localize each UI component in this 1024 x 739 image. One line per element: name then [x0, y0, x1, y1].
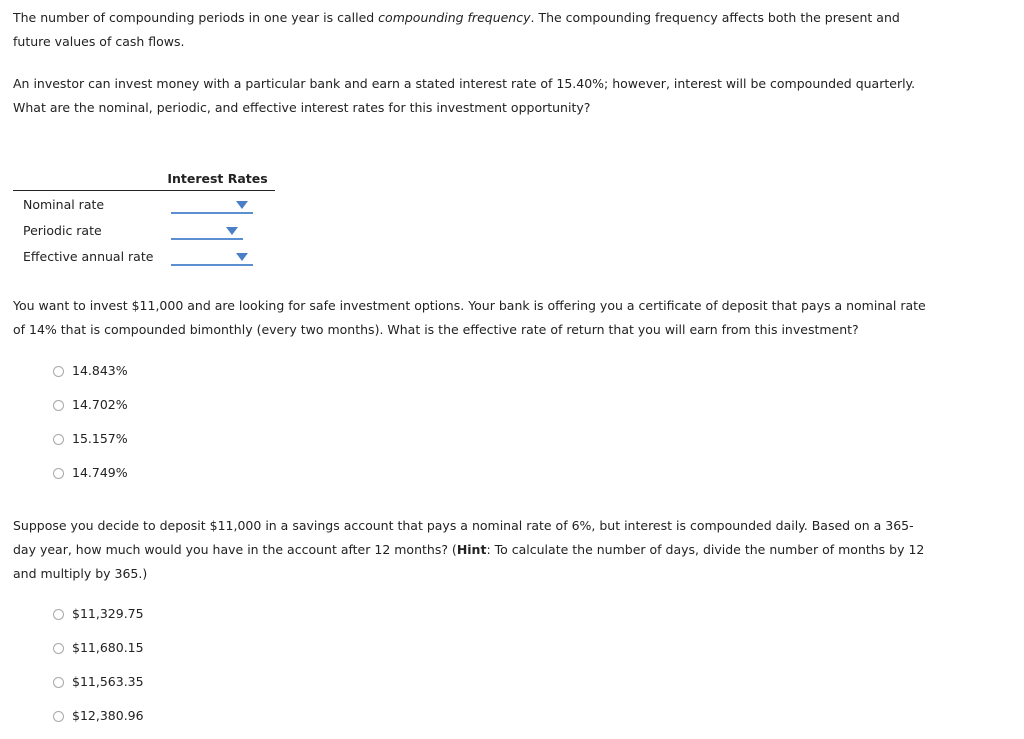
option-label: 14.749% [72, 465, 128, 480]
option-label: $11,329.75 [72, 606, 144, 621]
question2-text: You want to invest $11,000 and are looking for safe investment options. Your bank is offering you a certificate of deposit that pays a nominal rate of 14% that is compounded bimonthly (every two months). What is the effective rate of return that you will earn from this investment? [13, 298, 926, 337]
effective-annual-rate-dropdown[interactable] [171, 250, 253, 266]
radio-button[interactable] [53, 366, 64, 377]
radio-button[interactable] [53, 643, 64, 654]
periodic-rate-label: Periodic rate [23, 223, 102, 238]
radio-button[interactable] [53, 400, 64, 411]
question3-option-4[interactable] [53, 708, 144, 724]
intro-text: The number of compounding periods in one year is called [13, 10, 379, 25]
radio-button[interactable] [53, 677, 64, 688]
question3-text-end: : To calculate the number of days, divide the number of months by 12 and multiply by 365.) [13, 542, 925, 581]
nominal-rate-dropdown[interactable] [171, 198, 253, 214]
option-label: 15.157% [72, 431, 128, 446]
periodic-rate-dropdown[interactable] [171, 224, 243, 240]
chevron-down-icon [236, 253, 248, 261]
option-label: 14.843% [72, 363, 128, 378]
chevron-down-icon [226, 227, 238, 235]
interest-rates-header: Interest Rates [167, 171, 268, 186]
radio-button[interactable] [53, 609, 64, 620]
option-label: $12,380.96 [72, 708, 144, 723]
question3-text [13, 514, 933, 586]
question2-option-1[interactable] [53, 363, 128, 379]
radio-button[interactable] [53, 468, 64, 479]
chevron-down-icon [236, 201, 248, 209]
effective-annual-rate-label: Effective annual rate [23, 249, 154, 264]
question2-option-3[interactable] [53, 431, 128, 447]
table-divider [13, 190, 275, 191]
question2-option-2[interactable] [53, 397, 128, 413]
option-label: $11,680.15 [72, 640, 144, 655]
question3-text-start: Suppose you decide to deposit $11,000 in a savings account that pays a nominal rate of 6%, but interest is compounded daily. Based on a 365-day year, how much would you have in the account after 12 months? ( [13, 518, 914, 557]
intro-paragraph [13, 6, 933, 54]
option-label: 14.702% [72, 397, 128, 412]
radio-button[interactable] [53, 711, 64, 722]
question3-option-3[interactable] [53, 674, 144, 690]
option-label: $11,563.35 [72, 674, 144, 689]
radio-button[interactable] [53, 434, 64, 445]
question3-option-1[interactable] [53, 606, 144, 622]
question2-option-4[interactable] [53, 465, 128, 481]
intro-term: compounding frequency [378, 10, 531, 25]
intro-text-end: . The compounding frequency affects both the present and future values of cash flows. [13, 10, 900, 49]
question3-option-2[interactable] [53, 640, 144, 656]
question1-text: An investor can invest money with a particular bank and earn a stated interest rate of 15.40%; however, interest will be compounded quarterly. What are the nominal, periodic, and effective interest rates for this investment opportunity? [13, 76, 916, 115]
hint-label: Hint [456, 542, 487, 557]
nominal-rate-label: Nominal rate [23, 197, 105, 212]
